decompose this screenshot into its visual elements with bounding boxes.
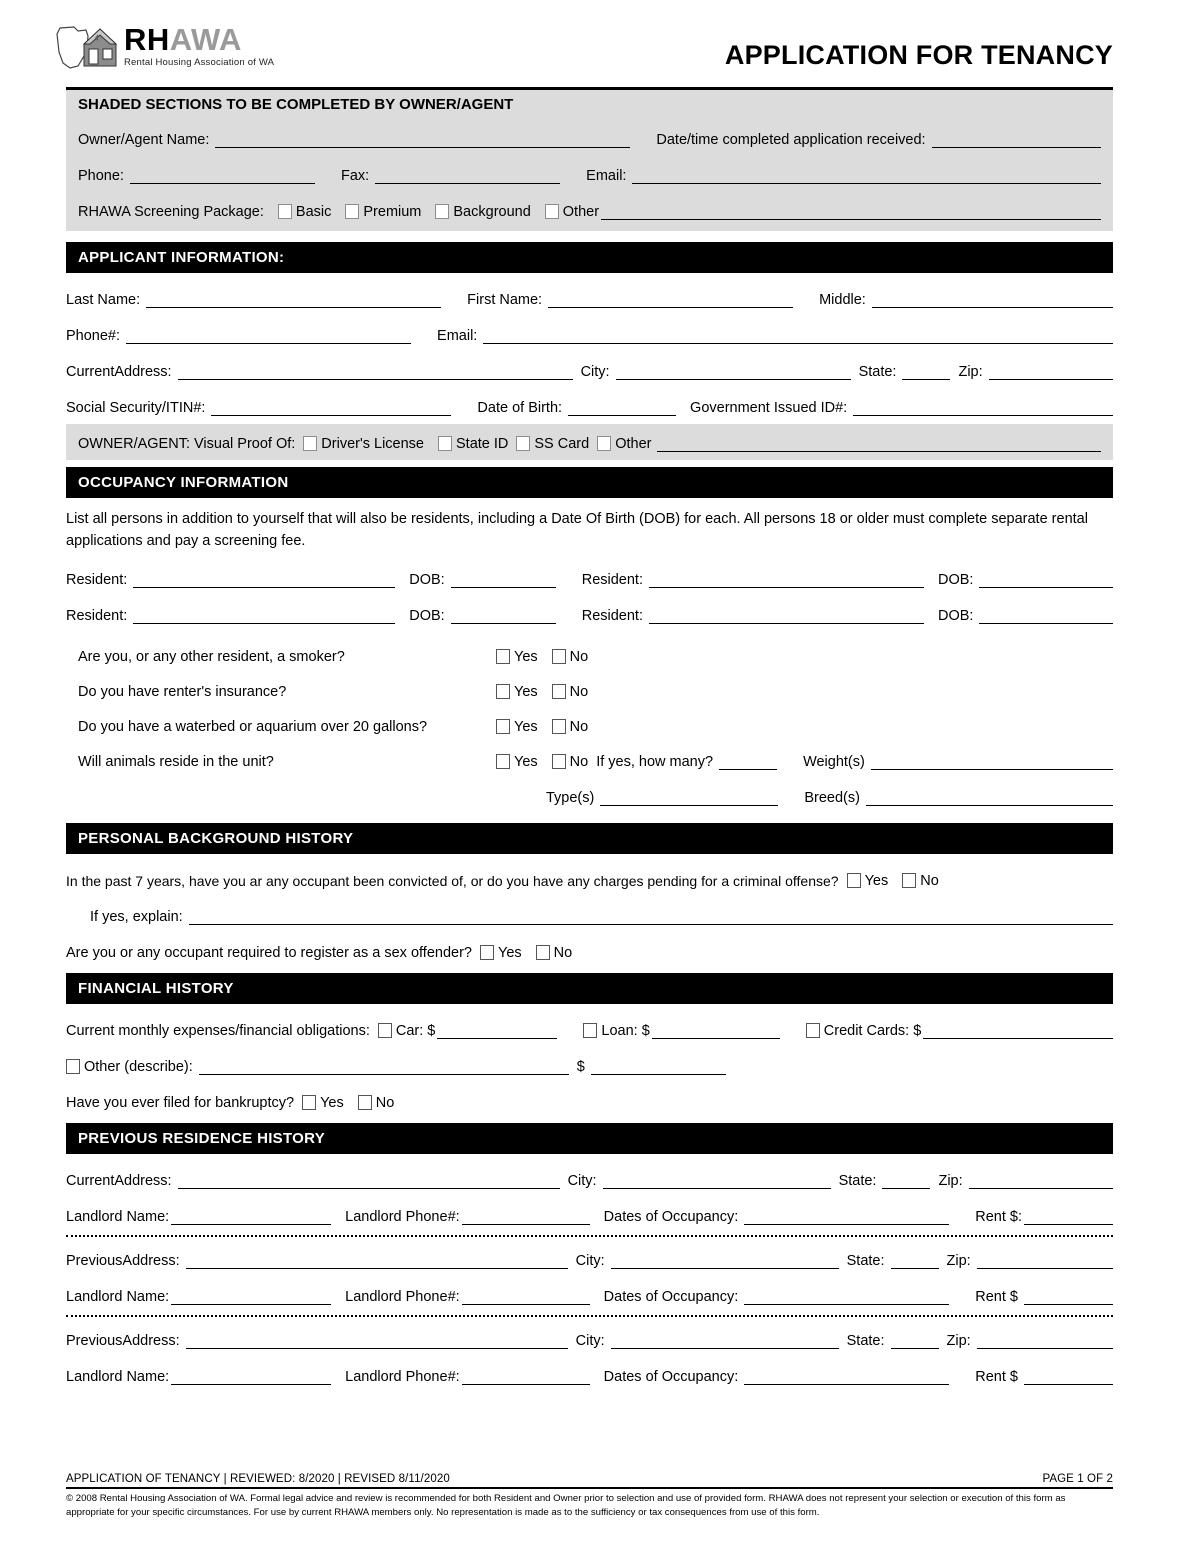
dates-of-occupancy-label: Dates of Occupancy: [603,1288,739,1305]
date-received-input[interactable] [932,131,1101,148]
resident-dob-input-4[interactable] [979,607,1113,624]
criminal-explain-row [66,903,1113,926]
screening-option-other[interactable]: Other [545,204,599,221]
residence-previous-address-label: PreviousAddress: [66,1252,180,1269]
owner-agent-name-row [78,126,1101,149]
landlord-phone-label: Landlord Phone#: [345,1288,460,1305]
state-input[interactable] [902,363,950,380]
question-insurance-label: Do you have renter's insurance? [78,683,287,700]
visual-proof-drivers-license[interactable]: Driver's License [303,436,424,453]
waterbed-yes-option[interactable]: Yes [496,719,538,736]
landlord-phone-label: Landlord Phone#: [345,1208,460,1225]
current-address-label: CurrentAddress: [66,364,172,380]
monthly-expenses-label: Current monthly expenses/financial obligations: [66,1022,370,1039]
applicant-phone-input[interactable] [126,327,411,344]
landlord-name-input-1[interactable] [171,1208,331,1225]
dates-of-occupancy-input-3[interactable] [744,1368,949,1385]
residence-landlord-row-2 [66,1283,1113,1306]
waterbed-no-option[interactable]: No [552,719,589,736]
checkbox-icon[interactable] [480,945,494,960]
expense-other-option[interactable]: Other (describe): [66,1059,193,1076]
expense-other-row [66,1053,1113,1076]
section-header-occupancy-information: OCCUPANCY INFORMATION [66,467,1113,498]
checkbox-icon[interactable] [536,945,550,960]
sex-offender-yes-option[interactable]: Yes [480,945,522,962]
checkbox-icon[interactable] [496,754,510,769]
footer-disclaimer: © 2008 Rental Housing Association of WA. Formal legal advice and review is recommended for both Resident and Owner prior to selection and use of provided form. RHAWA does not represent your selection or execution of this form as appropriate for your specific circumstances. For use by current RHAWA members only. No representation is made as to the sufficiency or tax consequences from use of this form. [66,1493,1066,1519]
middle-name-input[interactable] [872,291,1113,308]
logo-word: RHAWA [124,22,242,57]
first-name-label: First Name: [467,292,543,308]
expense-car-amount-input[interactable] [437,1022,557,1039]
question-animals-label: Will animals reside in the unit? [78,753,274,770]
gov-id-label: Government Issued ID#: [690,400,848,416]
checkbox-icon[interactable] [806,1023,820,1038]
zip-label: Zip: [946,1332,971,1349]
footer-page-number: PAGE 1 OF 2 [1042,1473,1113,1486]
residence-city-input-2[interactable] [611,1252,839,1269]
rent-label: Rent $: [975,1208,1023,1225]
resident-row-2 [66,602,1113,625]
landlord-name-label: Landlord Name: [66,1368,170,1385]
resident-input-4[interactable] [649,607,924,624]
rent-label: Rent $ [975,1288,1018,1305]
footer-revision-info: APPLICATION OF TENANCY | REVIEWED: 8/2020 | REVISED 8/11/2020 [66,1473,450,1486]
checkbox-icon[interactable] [496,719,510,734]
zip-label: Zip: [958,364,983,380]
checkbox-icon[interactable] [358,1095,372,1110]
if-yes-explain-label: If yes, explain: [90,908,183,925]
question-insurance-row [66,678,1113,701]
owner-phone-label: Phone: [78,168,124,184]
visual-proof-label: OWNER/AGENT: Visual Proof Of: [78,436,296,452]
expense-other-amount-input[interactable] [591,1058,726,1075]
criminal-explain-input[interactable] [189,908,1113,925]
landlord-name-label: Landlord Name: [66,1288,170,1305]
animals-types-input[interactable] [600,789,778,806]
name-row [66,286,1113,309]
checkbox-icon[interactable] [552,754,566,769]
residence-divider-1 [66,1235,1113,1237]
city-label: City: [575,1332,605,1349]
checkbox-icon[interactable] [66,1059,80,1074]
dates-of-occupancy-input-2[interactable] [744,1288,949,1305]
screening-option-basic[interactable]: Basic [278,204,331,221]
date-received-label: Date/time completed application received: [656,132,926,148]
expense-credit-cards-option[interactable]: Credit Cards: $ [806,1023,922,1040]
resident-input-1[interactable] [133,571,395,588]
applicant-phone-label: Phone#: [66,328,121,344]
last-name-label: Last Name: [66,292,141,308]
animals-type-breed-row [66,784,1113,807]
criminal-yes-option[interactable]: Yes [847,873,889,890]
dates-of-occupancy-input-1[interactable] [744,1208,949,1225]
dob-input[interactable] [568,399,676,416]
resident-label: Resident: [66,571,128,588]
screening-option-premium[interactable]: Premium [345,204,421,221]
residence-state-input-3[interactable] [891,1332,939,1349]
resident-input-3[interactable] [133,607,395,624]
gov-id-input[interactable] [853,399,1113,416]
checkbox-icon[interactable] [496,649,510,664]
animals-breeds-input[interactable] [866,789,1113,806]
residence-previous-address-label: PreviousAddress: [66,1332,180,1349]
residence-state-input-2[interactable] [891,1252,939,1269]
checkbox-icon[interactable] [552,649,566,664]
city-input[interactable] [616,363,851,380]
state-label: State: [846,1332,885,1349]
criminal-no-option[interactable]: No [902,873,939,890]
residence-address-input-2[interactable] [186,1252,568,1269]
bankruptcy-row [66,1089,1113,1112]
zip-label: Zip: [938,1172,963,1189]
occupancy-instructions: List all persons in addition to yourself that will also be residents, including a Date Of Birth (DOB) for each. All persons 18 or older must complete separate rental applications and pay a screening fee. [66,511,1088,549]
dob-label: DOB: [409,571,445,588]
smoker-yes-option[interactable]: Yes [496,649,538,666]
dates-of-occupancy-label: Dates of Occupancy: [603,1208,739,1225]
resident-dob-input-2[interactable] [979,571,1113,588]
checkbox-icon[interactable] [278,204,292,219]
occupancy-fields [66,566,1113,807]
residence-previous-address-row-1 [66,1247,1113,1270]
visual-proof-other[interactable]: Other [597,436,651,453]
current-address-input[interactable] [178,363,573,380]
resident-row-1 [66,566,1113,589]
residence-landlord-row-1 [66,1203,1113,1226]
checkbox-icon[interactable] [545,204,559,219]
residence-state-input-1[interactable] [882,1172,930,1189]
screening-package-row [78,198,1101,221]
owner-contact-row [78,162,1101,185]
checkbox-icon[interactable] [583,1023,597,1038]
residence-history-block-2 [66,1247,1113,1306]
checkbox-icon[interactable] [496,684,510,699]
last-name-input[interactable] [146,291,441,308]
city-label: City: [567,1172,597,1189]
landlord-phone-input-1[interactable] [462,1208,590,1225]
dates-of-occupancy-label: Dates of Occupancy: [603,1368,739,1385]
owner-fax-input[interactable] [375,167,560,184]
landlord-name-input-3[interactable] [171,1368,331,1385]
screening-other-input[interactable] [601,203,1101,220]
residence-landlord-row-3 [66,1363,1113,1386]
city-label: City: [580,364,610,380]
page-title: APPLICATION FOR TENANCY [724,40,1113,70]
resident-label: Resident: [581,607,643,624]
owner-email-label: Email: [586,168,627,184]
owner-fax-label: Fax: [340,168,370,184]
ssn-label: Social Security/ITIN#: [66,400,206,416]
state-label: State: [838,1172,877,1189]
residence-zip-input-1[interactable] [969,1172,1113,1189]
smoker-no-option[interactable]: No [552,649,589,666]
expense-loan-option[interactable]: Loan: $ [583,1023,649,1040]
expense-car-option[interactable]: Car: $ [378,1023,436,1040]
rent-input-3[interactable] [1024,1368,1113,1385]
expense-credit-cards-amount-input[interactable] [923,1022,1113,1039]
insurance-yes-option[interactable]: Yes [496,684,538,701]
checkbox-icon[interactable] [516,436,530,451]
applicant-address-row [66,358,1113,381]
question-animals-row [66,748,1113,771]
section-header-previous-residence-history: PREVIOUS RESIDENCE HISTORY [66,1123,1113,1154]
checkbox-icon[interactable] [597,436,611,451]
residence-history-fields [66,1167,1113,1226]
bankruptcy-question: Have you ever filed for bankruptcy? [66,1094,295,1111]
dob-label: DOB: [409,607,445,624]
question-smoker-label: Are you, or any other resident, a smoker? [78,648,345,665]
background-history-fields [66,867,1113,962]
types-label: Type(s) [546,789,595,806]
checkbox-icon[interactable] [552,719,566,734]
applicant-contact-row [66,322,1113,345]
breeds-label: Breed(s) [804,789,860,806]
owner-email-input[interactable] [632,167,1101,184]
how-many-label: If yes, how many? [596,753,714,770]
title-rule [66,87,1113,90]
bankruptcy-no-option[interactable]: No [358,1095,395,1112]
owner-phone-input[interactable] [130,167,315,184]
rent-input-2[interactable] [1024,1288,1113,1305]
sex-offender-no-option[interactable]: No [536,945,573,962]
residence-zip-input-3[interactable] [977,1332,1113,1349]
residence-address-input-1[interactable] [178,1172,560,1189]
landlord-phone-input-3[interactable] [462,1368,590,1385]
rent-input-1[interactable] [1024,1208,1113,1225]
landlord-phone-label: Landlord Phone#: [345,1368,460,1385]
checkbox-icon[interactable] [302,1095,316,1110]
applicant-email-label: Email: [437,328,478,344]
insurance-no-option[interactable]: No [552,684,589,701]
visual-proof-row [78,430,1101,453]
residence-current-address-row [66,1167,1113,1190]
dob-label: DOB: [937,607,974,624]
resident-label: Resident: [66,607,128,624]
section-header-personal-background-history: PERSONAL BACKGROUND HISTORY [66,823,1113,854]
landlord-phone-input-2[interactable] [462,1288,590,1305]
section-header-applicant-information: APPLICANT INFORMATION: [66,242,1113,273]
screening-package-label: RHAWA Screening Package: [78,204,264,220]
resident-dob-input-3[interactable] [451,607,556,624]
dob-label: DOB: [937,571,974,588]
residence-previous-address-row-2 [66,1327,1113,1350]
resident-label: Resident: [581,571,643,588]
footer-rule [66,1487,1113,1489]
visual-proof-shaded-row [66,424,1113,460]
state-label: State: [846,1252,885,1269]
animals-weights-input[interactable] [871,753,1113,770]
animals-count-input[interactable] [719,753,777,770]
wa-state-house-icon [54,22,120,74]
checkbox-icon[interactable] [303,436,317,451]
monthly-expenses-row [66,1017,1113,1040]
animals-no-option[interactable]: No [552,754,589,771]
residence-current-address-label: CurrentAddress: [66,1172,172,1189]
dob-label: Date of Birth: [477,400,563,416]
city-label: City: [575,1252,605,1269]
expense-loan-amount-input[interactable] [652,1022,780,1039]
criminal-offense-question: In the past 7 years, have you ar any occupant been convicted of, or do you have any charges pending for a criminal offense? [66,872,839,889]
animals-yes-option[interactable]: Yes [496,754,538,771]
checkbox-icon[interactable] [438,436,452,451]
question-smoker-row [66,643,1113,666]
zip-input[interactable] [989,363,1113,380]
section-header-financial-history: FINANCIAL HISTORY [66,973,1113,1004]
resident-dob-input-1[interactable] [451,571,556,588]
rent-label: Rent $ [975,1368,1018,1385]
question-waterbed-row [66,713,1113,736]
checkbox-icon[interactable] [552,684,566,699]
rhawa-logo [54,22,274,74]
tenancy-application-page [0,22,1179,1562]
sex-offender-question: Are you or any occupant required to register as a sex offender? [66,944,472,961]
visual-proof-state-id[interactable]: State ID [438,436,508,453]
residence-city-input-1[interactable] [603,1172,831,1189]
expense-other-describe-input[interactable] [199,1058,569,1075]
visual-proof-ss-card[interactable]: SS Card [516,436,589,453]
screening-option-background[interactable]: Background [435,204,530,221]
weights-label: Weight(s) [803,753,865,770]
applicant-email-input[interactable] [483,327,1113,344]
residence-city-input-3[interactable] [611,1332,839,1349]
visual-proof-other-input[interactable] [657,435,1101,452]
applicant-identity-row [66,394,1113,417]
owner-agent-shaded-section [66,88,1113,231]
shaded-section-heading: SHADED SECTIONS TO BE COMPLETED BY OWNER/AGENT [78,96,514,113]
dollar-sign-label: $ [576,1058,585,1075]
sex-offender-row [66,939,1113,962]
residence-address-input-3[interactable] [186,1332,568,1349]
checkbox-icon[interactable] [345,204,359,219]
landlord-name-label: Landlord Name: [66,1208,170,1225]
financial-history-fields [66,1017,1113,1112]
bankruptcy-yes-option[interactable]: Yes [302,1095,344,1112]
owner-agent-name-input[interactable] [215,131,630,148]
checkbox-icon[interactable] [847,873,861,888]
middle-name-label: Middle: [819,292,866,308]
landlord-name-input-2[interactable] [171,1288,331,1305]
residence-zip-input-2[interactable] [977,1252,1113,1269]
ssn-input[interactable] [211,399,451,416]
checkbox-icon[interactable] [378,1023,392,1038]
residence-divider-2 [66,1315,1113,1317]
checkbox-icon[interactable] [435,204,449,219]
criminal-offense-row [66,867,1113,890]
applicant-information-fields [66,286,1113,417]
masthead [66,22,1113,88]
logo-wordmark [124,22,274,68]
owner-agent-name-label: Owner/Agent Name: [78,132,210,148]
state-label: State: [858,364,897,380]
logo-subtitle: Rental Housing Association of WA [124,57,275,68]
zip-label: Zip: [946,1252,971,1269]
page-footer [66,1473,1113,1520]
residence-history-block-3 [66,1327,1113,1386]
question-waterbed-label: Do you have a waterbed or aquarium over 20 gallons? [78,718,428,735]
checkbox-icon[interactable] [902,873,916,888]
resident-input-2[interactable] [649,571,924,588]
first-name-input[interactable] [548,291,793,308]
